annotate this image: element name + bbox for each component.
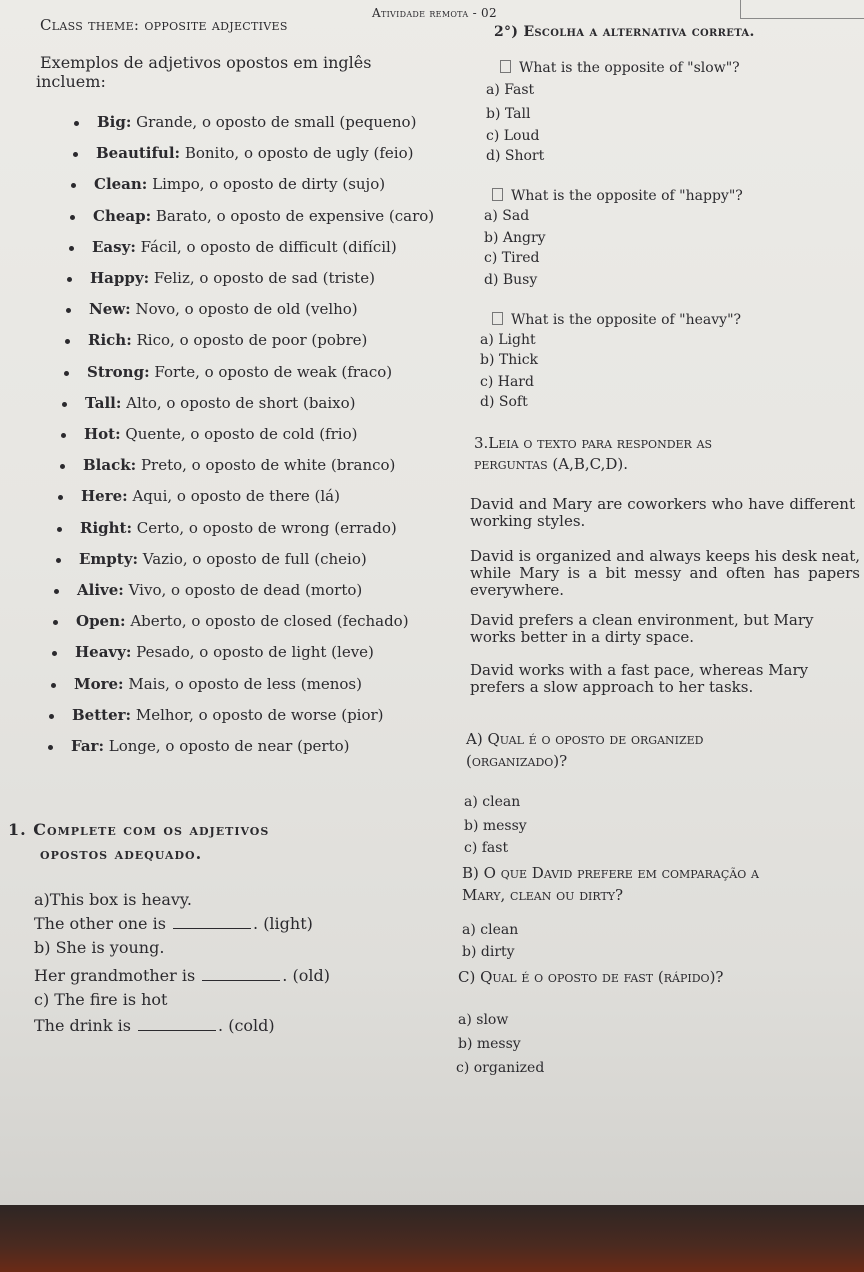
exercise-c-prefix: The drink is bbox=[34, 1016, 137, 1035]
bullet-icon bbox=[54, 589, 59, 594]
class-theme: Class theme: opposite adjectives bbox=[40, 16, 288, 34]
adjective-description: Preto, o oposto de white (branco) bbox=[136, 456, 396, 474]
adjective-description: Vivo, o oposto de dead (morto) bbox=[123, 581, 363, 599]
option-a-a[interactable]: a) clean bbox=[464, 794, 521, 810]
option-c-b[interactable]: b) messy bbox=[458, 1036, 521, 1052]
question-a-title-1: A) Qual é o oposto de organized bbox=[466, 730, 704, 748]
bullet-icon bbox=[57, 527, 62, 532]
option-slow-d[interactable]: d) Short bbox=[486, 148, 545, 164]
exercise-title-2: opostos adequado. bbox=[40, 844, 203, 863]
section-3-title-1: 3.Leia o texto para responder as bbox=[474, 434, 713, 452]
answer-blank-c[interactable] bbox=[138, 1030, 216, 1031]
option-slow-a[interactable]: a) Fast bbox=[486, 82, 535, 98]
adjective-item bbox=[51, 675, 362, 693]
reading-paragraph-2: David is organized and always keeps his desk neat, while Mary is a bit messy and often has papers everywhere. bbox=[470, 547, 860, 599]
adjective-word: Far: bbox=[71, 737, 104, 755]
adjective-word: New: bbox=[89, 300, 131, 318]
adjective-description: Rico, o oposto de poor (pobre) bbox=[131, 331, 368, 349]
adjective-word: Here: bbox=[81, 487, 128, 505]
question-slow bbox=[500, 60, 740, 76]
adjective-item bbox=[69, 238, 397, 256]
question-a-title-2: (organizado)? bbox=[466, 752, 568, 770]
bullet-icon bbox=[65, 339, 70, 344]
answer-blank-b[interactable] bbox=[202, 980, 280, 981]
adjective-item bbox=[58, 487, 340, 505]
bullet-icon bbox=[67, 277, 72, 282]
question-happy bbox=[492, 188, 743, 204]
adjective-word: Tall: bbox=[85, 394, 122, 412]
adjective-description: Certo, o oposto de wrong (errado) bbox=[132, 519, 397, 537]
option-c-c[interactable]: c) organized bbox=[456, 1060, 545, 1076]
option-slow-c[interactable]: c) Loud bbox=[486, 128, 540, 144]
checkbox-icon[interactable] bbox=[500, 60, 511, 73]
bullet-icon bbox=[71, 183, 76, 188]
adjective-item bbox=[52, 643, 374, 661]
adjective-description: Pesado, o oposto de light (leve) bbox=[131, 643, 374, 661]
checkbox-icon[interactable] bbox=[492, 312, 503, 325]
bullet-icon bbox=[53, 620, 58, 625]
option-heavy-a[interactable]: a) Light bbox=[480, 332, 536, 348]
option-happy-d[interactable]: d) Busy bbox=[484, 272, 538, 288]
adjective-word: Open: bbox=[76, 612, 126, 630]
adjective-item bbox=[66, 300, 358, 318]
intro-line-2: incluem: bbox=[36, 72, 106, 91]
adjective-word: More: bbox=[74, 675, 124, 693]
option-heavy-c[interactable]: c) Hard bbox=[480, 374, 534, 390]
bullet-icon bbox=[56, 558, 61, 563]
exercise-c-line-1: c) The fire is hot bbox=[34, 990, 168, 1009]
option-heavy-b[interactable]: b) Thick bbox=[480, 352, 539, 368]
adjective-description: Mais, o oposto de less (menos) bbox=[123, 675, 362, 693]
adjective-item bbox=[56, 550, 367, 568]
option-a-c[interactable]: c) fast bbox=[464, 840, 509, 856]
adjective-word: Better: bbox=[72, 706, 132, 724]
adjective-item bbox=[74, 113, 416, 131]
adjective-word: Heavy: bbox=[75, 643, 132, 661]
exercise-c-line-2 bbox=[34, 1016, 275, 1035]
adjective-word: Happy: bbox=[90, 269, 150, 287]
exercise-a-line-1: a)This box is heavy. bbox=[34, 890, 192, 909]
adjective-description: Aberto, o oposto de closed (fechado) bbox=[125, 612, 409, 630]
adjective-word: Cheap: bbox=[93, 207, 152, 225]
adjective-item bbox=[64, 363, 392, 381]
bullet-icon bbox=[58, 495, 63, 500]
bullet-icon bbox=[64, 371, 69, 376]
adjective-item bbox=[54, 581, 362, 599]
option-b-a[interactable]: a) clean bbox=[462, 922, 519, 938]
checkbox-icon[interactable] bbox=[492, 188, 503, 201]
adjective-description: Vazio, o oposto de full (cheio) bbox=[137, 550, 367, 568]
exercise-b-hint: . (old) bbox=[282, 966, 330, 985]
table-background bbox=[0, 1205, 864, 1272]
bullet-icon bbox=[51, 683, 56, 688]
adjective-description: Bonito, o oposto de ugly (feio) bbox=[180, 144, 414, 162]
bullet-icon bbox=[52, 651, 57, 656]
adjective-item bbox=[60, 456, 395, 474]
adjective-description: Aqui, o oposto de there (lá) bbox=[127, 487, 340, 505]
activity-title: Atividade remota - 02 bbox=[372, 6, 497, 20]
adjective-description: Melhor, o oposto de worse (pior) bbox=[131, 706, 384, 724]
question-heavy-text: What is the opposite of "heavy"? bbox=[511, 312, 742, 328]
adjective-word: Alive: bbox=[77, 581, 124, 599]
option-happy-b[interactable]: b) Angry bbox=[484, 230, 546, 246]
adjective-item bbox=[49, 706, 384, 724]
adjective-description: Barato, o oposto de expensive (caro) bbox=[151, 207, 435, 225]
bullet-icon bbox=[61, 433, 66, 438]
question-b-title-2: Mary, clean ou dirty? bbox=[462, 886, 624, 904]
question-happy-text: What is the opposite of "happy"? bbox=[511, 188, 743, 204]
option-b-b[interactable]: b) dirty bbox=[462, 944, 515, 960]
adjective-description: Grande, o oposto de small (pequeno) bbox=[131, 113, 417, 131]
bullet-icon bbox=[73, 152, 78, 157]
exercise-a-prefix: The other one is bbox=[34, 914, 172, 933]
option-c-a[interactable]: a) slow bbox=[458, 1012, 509, 1028]
option-heavy-d[interactable]: d) Soft bbox=[480, 394, 528, 410]
adjective-word: Beautiful: bbox=[96, 144, 181, 162]
adjective-item bbox=[71, 175, 385, 193]
option-happy-c[interactable]: c) Tired bbox=[484, 250, 540, 266]
bullet-icon bbox=[62, 402, 67, 407]
section-3-title-2: perguntas (A,B,C,D). bbox=[474, 455, 628, 473]
adjective-description: Feliz, o oposto de sad (triste) bbox=[149, 269, 375, 287]
bullet-icon bbox=[74, 121, 79, 126]
bullet-icon bbox=[48, 745, 53, 750]
exercise-b-line-2 bbox=[34, 966, 330, 985]
adjective-item bbox=[48, 737, 350, 755]
exercise-a-line-2 bbox=[34, 914, 313, 933]
header-box bbox=[740, 0, 864, 19]
adjective-item bbox=[73, 144, 413, 162]
adjective-item bbox=[61, 425, 357, 443]
exercise-c-hint: . (cold) bbox=[218, 1016, 275, 1035]
exercise-title-1: 1. Complete com os adjetivos bbox=[8, 820, 270, 839]
adjective-word: Strong: bbox=[87, 363, 150, 381]
reading-paragraph-1: David and Mary are coworkers who have different working styles. bbox=[470, 495, 855, 530]
adjective-word: Black: bbox=[83, 456, 137, 474]
adjective-word: Rich: bbox=[88, 331, 132, 349]
option-slow-b[interactable]: b) Tall bbox=[486, 106, 531, 122]
question-c-title: C) Qual é o oposto de fast (rápido)? bbox=[458, 968, 724, 986]
adjective-description: Fácil, o oposto de difficult (difícil) bbox=[135, 238, 397, 256]
question-b-title-1: B) O que David prefere em comparação a bbox=[462, 864, 759, 882]
adjective-word: Empty: bbox=[79, 550, 138, 568]
adjective-word: Hot: bbox=[84, 425, 121, 443]
exercise-b-line-1: b) She is young. bbox=[34, 938, 165, 957]
bullet-icon bbox=[66, 308, 71, 313]
question-heavy bbox=[492, 312, 741, 328]
adjective-word: Clean: bbox=[94, 175, 148, 193]
section-2-title: 2°) Escolha a alternativa correta. bbox=[494, 24, 755, 40]
adjective-description: Forte, o oposto de weak (fraco) bbox=[149, 363, 393, 381]
bullet-icon bbox=[49, 714, 54, 719]
adjective-item bbox=[67, 269, 375, 287]
adjective-description: Alto, o oposto de short (baixo) bbox=[121, 394, 356, 412]
answer-blank-a[interactable] bbox=[173, 928, 251, 929]
adjective-item bbox=[57, 519, 397, 537]
adjective-item bbox=[65, 331, 367, 349]
adjective-item bbox=[70, 207, 434, 225]
exercise-b-prefix: Her grandmother is bbox=[34, 966, 201, 985]
adjective-item bbox=[53, 612, 409, 630]
option-happy-a[interactable]: a) Sad bbox=[484, 208, 530, 224]
option-a-b[interactable]: b) messy bbox=[464, 818, 527, 834]
adjective-description: Limpo, o oposto de dirty (sujo) bbox=[147, 175, 386, 193]
adjective-description: Novo, o oposto de old (velho) bbox=[130, 300, 358, 318]
reading-paragraph-3: David prefers a clean environment, but Mary works better in a dirty space. bbox=[470, 611, 814, 646]
intro-line-1: Exemplos de adjetivos opostos em inglês bbox=[40, 53, 372, 72]
adjective-description: Longe, o oposto de near (perto) bbox=[104, 737, 350, 755]
bullet-icon bbox=[70, 215, 75, 220]
question-slow-text: What is the opposite of "slow"? bbox=[519, 60, 740, 76]
adjective-item bbox=[62, 394, 356, 412]
adjective-description: Quente, o oposto de cold (frio) bbox=[120, 425, 358, 443]
exercise-a-hint: . (light) bbox=[253, 914, 313, 933]
reading-paragraph-4: David works with a fast pace, whereas Mary prefers a slow approach to her tasks. bbox=[470, 661, 809, 696]
bullet-icon bbox=[60, 464, 65, 469]
bullet-icon bbox=[69, 246, 74, 251]
adjective-word: Big: bbox=[97, 113, 132, 131]
adjective-word: Right: bbox=[80, 519, 133, 537]
adjective-word: Easy: bbox=[92, 238, 136, 256]
